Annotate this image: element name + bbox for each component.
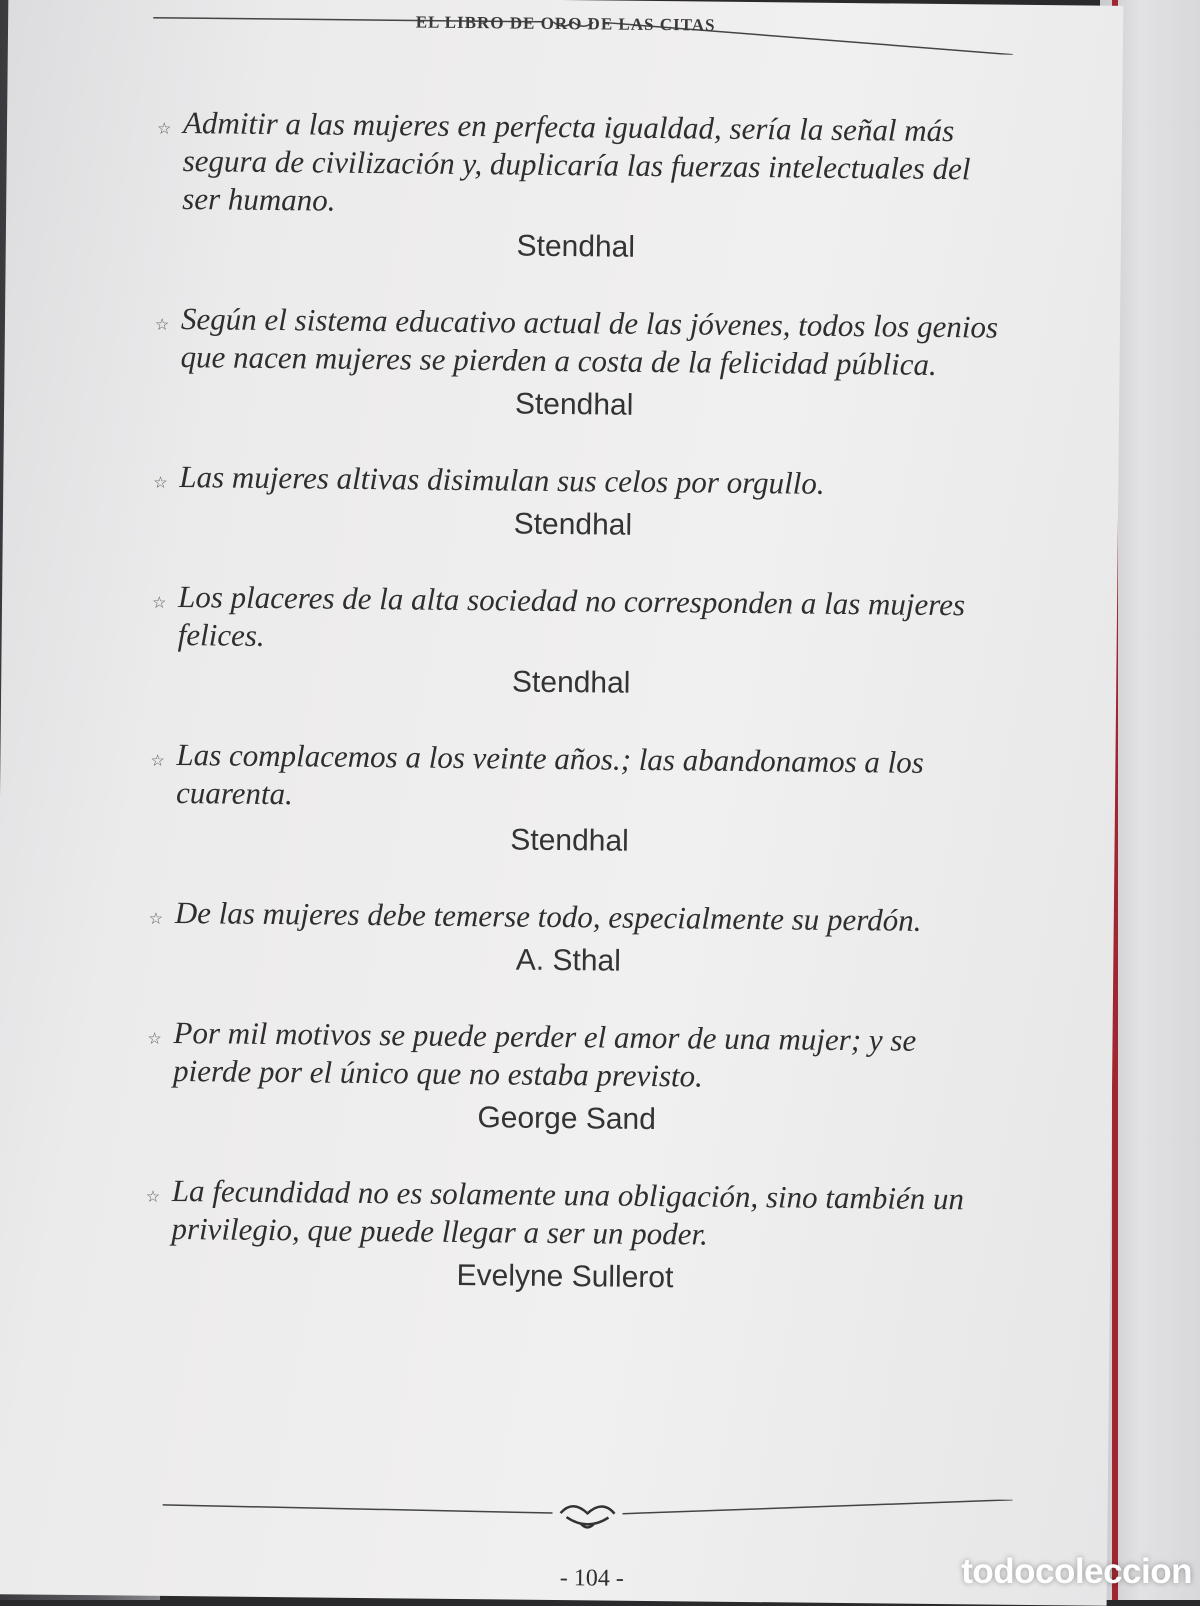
star-outline-icon: ☆ [153, 474, 168, 492]
quote-author: A. Sthal [515, 943, 622, 978]
quote-author: Stendhal [510, 823, 629, 858]
quote-item [151, 578, 1002, 705]
quote-item [145, 1172, 996, 1299]
page-number: - 104 - [559, 1565, 624, 1592]
quote-text [149, 894, 999, 941]
quote-text [152, 578, 1003, 663]
quote-item [148, 894, 999, 983]
quote-body: Admitir a las mujeres en perfecta igualdad, sería la señal más segura de civilización y, duplicaría las fuerzas intelectuales del ser humano. [182, 105, 971, 218]
quote-item [154, 300, 1005, 427]
quote-text [150, 736, 1001, 821]
quote-author: Stendhal [513, 507, 633, 542]
quote-author: Stendhal [511, 665, 631, 700]
quote-body: Las complacemos a los veinte años.; las abandonamos a los cuarenta. [175, 737, 925, 812]
quote-body: La fecundidad no es solamente una obligación, sino también un privilegio, que puede llegar a ser un poder. [171, 1172, 965, 1252]
star-outline-icon: ☆ [150, 752, 165, 770]
quote-item [153, 458, 1004, 547]
quote-text [156, 104, 1007, 227]
quote-body: Las mujeres altivas disimulan sus celos por orgullo. [179, 459, 825, 501]
quote-author: Stendhal [514, 387, 634, 422]
quote-text [147, 1014, 998, 1099]
star-outline-icon: ☆ [154, 316, 170, 334]
star-outline-icon: ☆ [145, 1188, 161, 1206]
quote-item [147, 1014, 998, 1141]
fleuron-ornament-icon [162, 1491, 1012, 1540]
quote-text [154, 300, 1005, 385]
quote-body: Según el sistema educativo actual de las jóvenes, todos los genios que nacen mujeres se pierden a costa de la felicidad pública. [180, 301, 999, 382]
quote-text [153, 458, 1003, 505]
star-outline-icon: ☆ [148, 910, 164, 928]
quote-author: Evelyne Sullerot [456, 1258, 674, 1295]
quote-author: George Sand [477, 1101, 657, 1137]
quote-item [156, 104, 1008, 269]
quote-body: De las mujeres debe temerse todo, especialmente su perdón. [174, 894, 922, 938]
running-head: EL LIBRO DE ORO DE LAS CITAS [415, 12, 716, 35]
quote-text [145, 1172, 996, 1257]
quote-list [144, 104, 1007, 1339]
watermark-logo: todocoleccion [961, 1552, 1192, 1591]
quote-body: Por mil motivos se puede perder el amor de una mujer; y se pierde por el único que no estaba previsto. [172, 1014, 917, 1094]
quote-author: Stendhal [516, 229, 636, 264]
star-outline-icon: ☆ [151, 594, 167, 612]
quote-item [149, 736, 1000, 863]
quote-body: Los placeres de la alta sociedad no corresponden a las mujeres felices. [177, 579, 966, 653]
star-outline-icon: ☆ [156, 120, 172, 138]
star-outline-icon: ☆ [147, 1030, 162, 1048]
